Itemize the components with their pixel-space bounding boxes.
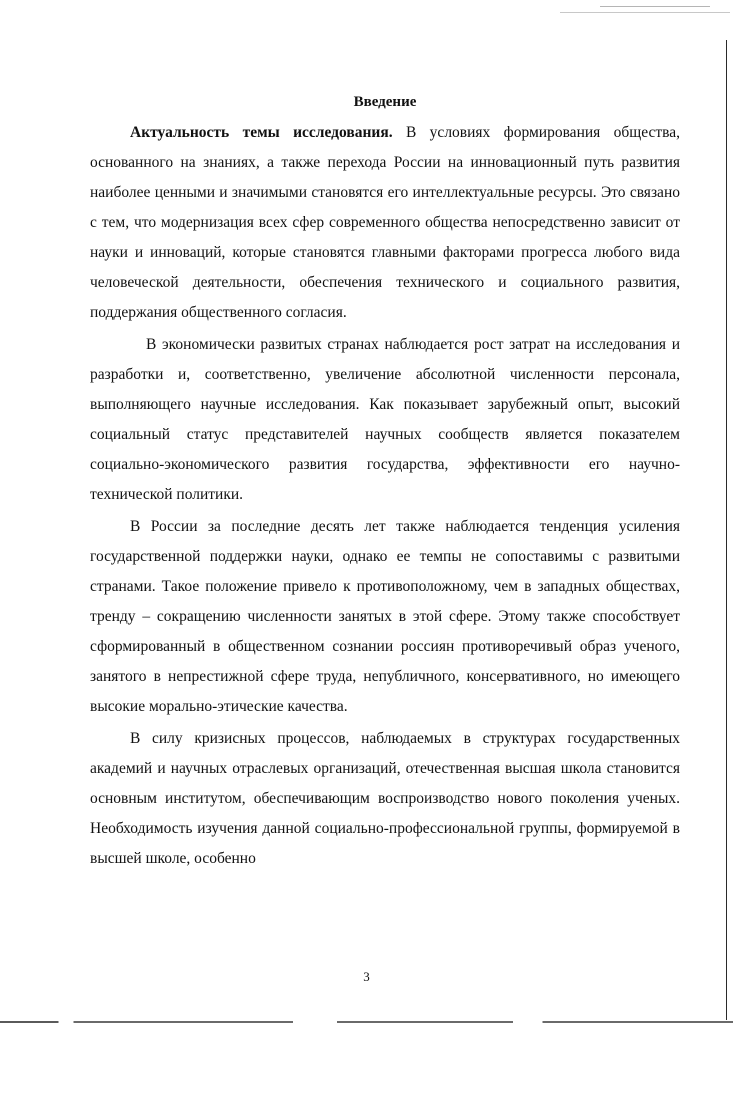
- page-number: 3: [363, 969, 370, 984]
- paragraph-lead: Актуальность темы исследования.: [130, 124, 393, 141]
- paragraph-developed-countries: В экономически развитых странах наблюдается рост затрат на исследования и разработки и, соответственно, увеличение абсолютной численности персонала, выполняющего научные исследования. Как показывает зарубежный опыт, высокий социальный статус представителей научных сообществ является показателем социально-экономического развития государства, эффективности его научно-технической политики.: [90, 336, 680, 503]
- scan-artifact-line: [600, 6, 710, 7]
- scan-edge-line: [726, 40, 727, 1020]
- document-page: [90, 92, 680, 874]
- section-heading: Введение: [353, 94, 417, 110]
- paragraph-text: В условиях формирования общества, основанного на знаниях, а также перехода России на инновационный путь развития наиболее ценными и значимыми становятся его интеллектуальные ресурсы. Это связано с тем, что модернизация всех сфер современного общества непосредственно зависит от науки и инноваций, которые становятся главными факторами прогресса любого вида человеческой деятельности, обеспечения технического и социального развития, поддержания общественного согласия.: [90, 124, 681, 321]
- paragraph-relevance: [90, 118, 680, 328]
- paragraph-russia: В России за последние десять лет также наблюдается тенденция усиления государственной поддержки науки, однако ее темпы не сопоставимы с развитыми странами. Такое положение привело к противоположному, чем в западных обществах, тренду – сокращению численности занятых в этой сфере. Этому также способствует сформированный в общественном сознании россиян противоречивый образ ученого, занятого в непрестижной сфере труда, непубличного, консервативного, но имеющего высокие морально-этические качества.: [90, 518, 680, 715]
- paragraph-higher-school: В силу кризисных процессов, наблюдаемых в структурах государственных академий и научных отраслевых организаций, отечественная высшая школа становится основным институтом, обеспечивающим воспроизводство нового поколения ученых. Необходимость изучения данной социально-профессиональной группы, формируемой в высшей школе, особенно: [90, 730, 680, 867]
- scan-edge-line: [0, 1021, 733, 1023]
- scan-artifact-line: [560, 12, 730, 13]
